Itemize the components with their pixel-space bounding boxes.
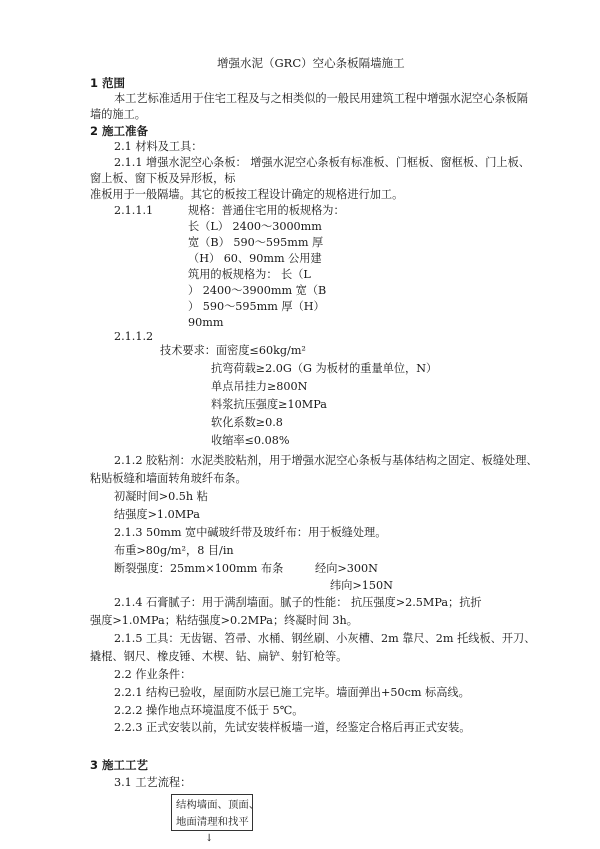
flowchart-step-box [171, 794, 260, 831]
clause-2-1-3-line-2: 布重>80g/m²，8 目/in [114, 544, 234, 557]
section-1-paragraph-line-1: 本工艺标准适用于住宅工程及与之相类似的一般民用建筑工程中增强水泥空心条板隔 [114, 92, 528, 105]
clause-2-1-5-line-1: 2.1.5 工具：无齿锯、笤帚、水桶、钢丝刷、小灰槽、2m 靠尺、2m 托线板、开刀、 [114, 632, 536, 645]
tech-req-line-4: 料浆抗压强度≥10MPa [211, 398, 327, 411]
clause-2-1-2-line-1: 2.1.2 胶粘剂：水泥类胶粘剂，用于增强水泥空心条板与基体结构之固定、板缝处理、 [114, 454, 538, 467]
clause-2-1-3-line-1: 2.1.3 50mm 宽中碱玻纤带及玻纤布：用于板缝处理。 [114, 526, 387, 539]
clause-2-1-4-line-2: 强度>1.0MPa；粘结强度>0.2MPa；终凝时间 3h。 [90, 614, 358, 627]
spec-line-6: ） 2400～3900mm 宽（B [188, 284, 327, 297]
clause-2-2-1: 2.2.1 结构已验收，屋面防水层已施工完毕。墙面弹出+50cm 标高线。 [114, 686, 470, 699]
flowchart-down-arrow-icon: ↓ [205, 833, 214, 844]
spec-line-7: ） 590～595mm 厚（H） [188, 300, 325, 313]
section-3-heading: 3 施工工艺 [90, 758, 149, 772]
section-2-heading: 2 施工准备 [90, 124, 149, 138]
spec-line-4: （H） 60、90mm 公用建 [188, 252, 322, 265]
spec-line-2: 长（L） 2400～3000mm [188, 220, 322, 233]
clause-2-1-1-2-number: 2.1.1.2 [114, 330, 154, 343]
tech-req-line-3: 单点吊挂力≥800N [211, 380, 308, 393]
clause-2-1-5-line-2: 撬棍、钢尺、橡皮锤、木楔、钻、扁铲、射钉枪等。 [90, 650, 348, 663]
spec-line-1: 规格：普通住宅用的板规格为： [188, 204, 345, 217]
tech-req-line-6: 收缩率≤0.08% [211, 434, 290, 447]
clause-2-1: 2.1 材料及工具： [114, 140, 203, 153]
clause-2-1-2-line-3: 初凝时间>0.5h 粘 [114, 490, 208, 503]
clause-2-1-1-line-3: 准板用于一般隔墙。其它的板按工程设计确定的规格进行加工。 [90, 188, 404, 201]
clause-2-1-2-line-2: 粘贴板缝和墙面转角玻纤布条。 [90, 472, 247, 485]
section-1-paragraph-line-2: 墙的施工。 [90, 108, 146, 121]
flowchart-step-line-2: 地面清理和找平 [176, 816, 249, 828]
tech-req-line-1: 技术要求：面密度≤60kg/m² [160, 344, 306, 357]
spec-line-5: 筑用的板规格为： 长（L [188, 268, 311, 281]
clause-2-2-2: 2.2.2 操作地点环境温度不低于 5℃。 [114, 704, 304, 717]
clause-2-2-3: 2.2.3 正式安装以前，先试安装样板墙一道，经鉴定合格后再正式安装。 [114, 721, 471, 734]
document-title: 增强水泥（GRC）空心条板隔墙施工 [217, 56, 405, 70]
clause-2-1-1-line-1: 2.1.1 增强水泥空心条板： 增强水泥空心条板有标准板、门框板、窗框板、门上板、 [114, 156, 530, 169]
clause-2-1-3-line-3: 断裂强度：25mm×100mm 布条 [114, 562, 284, 575]
flowchart-step-line-1: 结构墙面、顶面、 [176, 799, 260, 811]
tech-req-line-5: 软化系数≥0.8 [211, 416, 283, 429]
spec-line-3: 宽（B） 590～595mm 厚 [188, 236, 324, 249]
clause-2-2: 2.2 作业条件： [114, 668, 192, 681]
clause-2-1-1-1-number: 2.1.1.1 [114, 204, 154, 217]
clause-3-1: 3.1 工艺流程： [114, 776, 192, 789]
clause-2-1-2-line-4: 结强度>1.0MPa [114, 508, 200, 521]
tech-req-line-2: 抗弯荷载≥2.0G（G 为板材的重量单位，N） [211, 362, 438, 375]
clause-2-1-3-weft: 纬向>150N [330, 579, 393, 592]
clause-2-1-4-line-1: 2.1.4 石膏腻子：用于满刮墙面。腻子的性能： 抗压强度>2.5MPa；抗折 [114, 596, 482, 609]
section-1-heading: 1 范围 [90, 76, 126, 90]
spec-line-8: 90mm [188, 316, 224, 329]
clause-2-1-3-warp: 经向>300N [315, 562, 378, 575]
clause-2-1-1-line-2: 窗上板、窗下板及异形板，标 [90, 172, 236, 185]
